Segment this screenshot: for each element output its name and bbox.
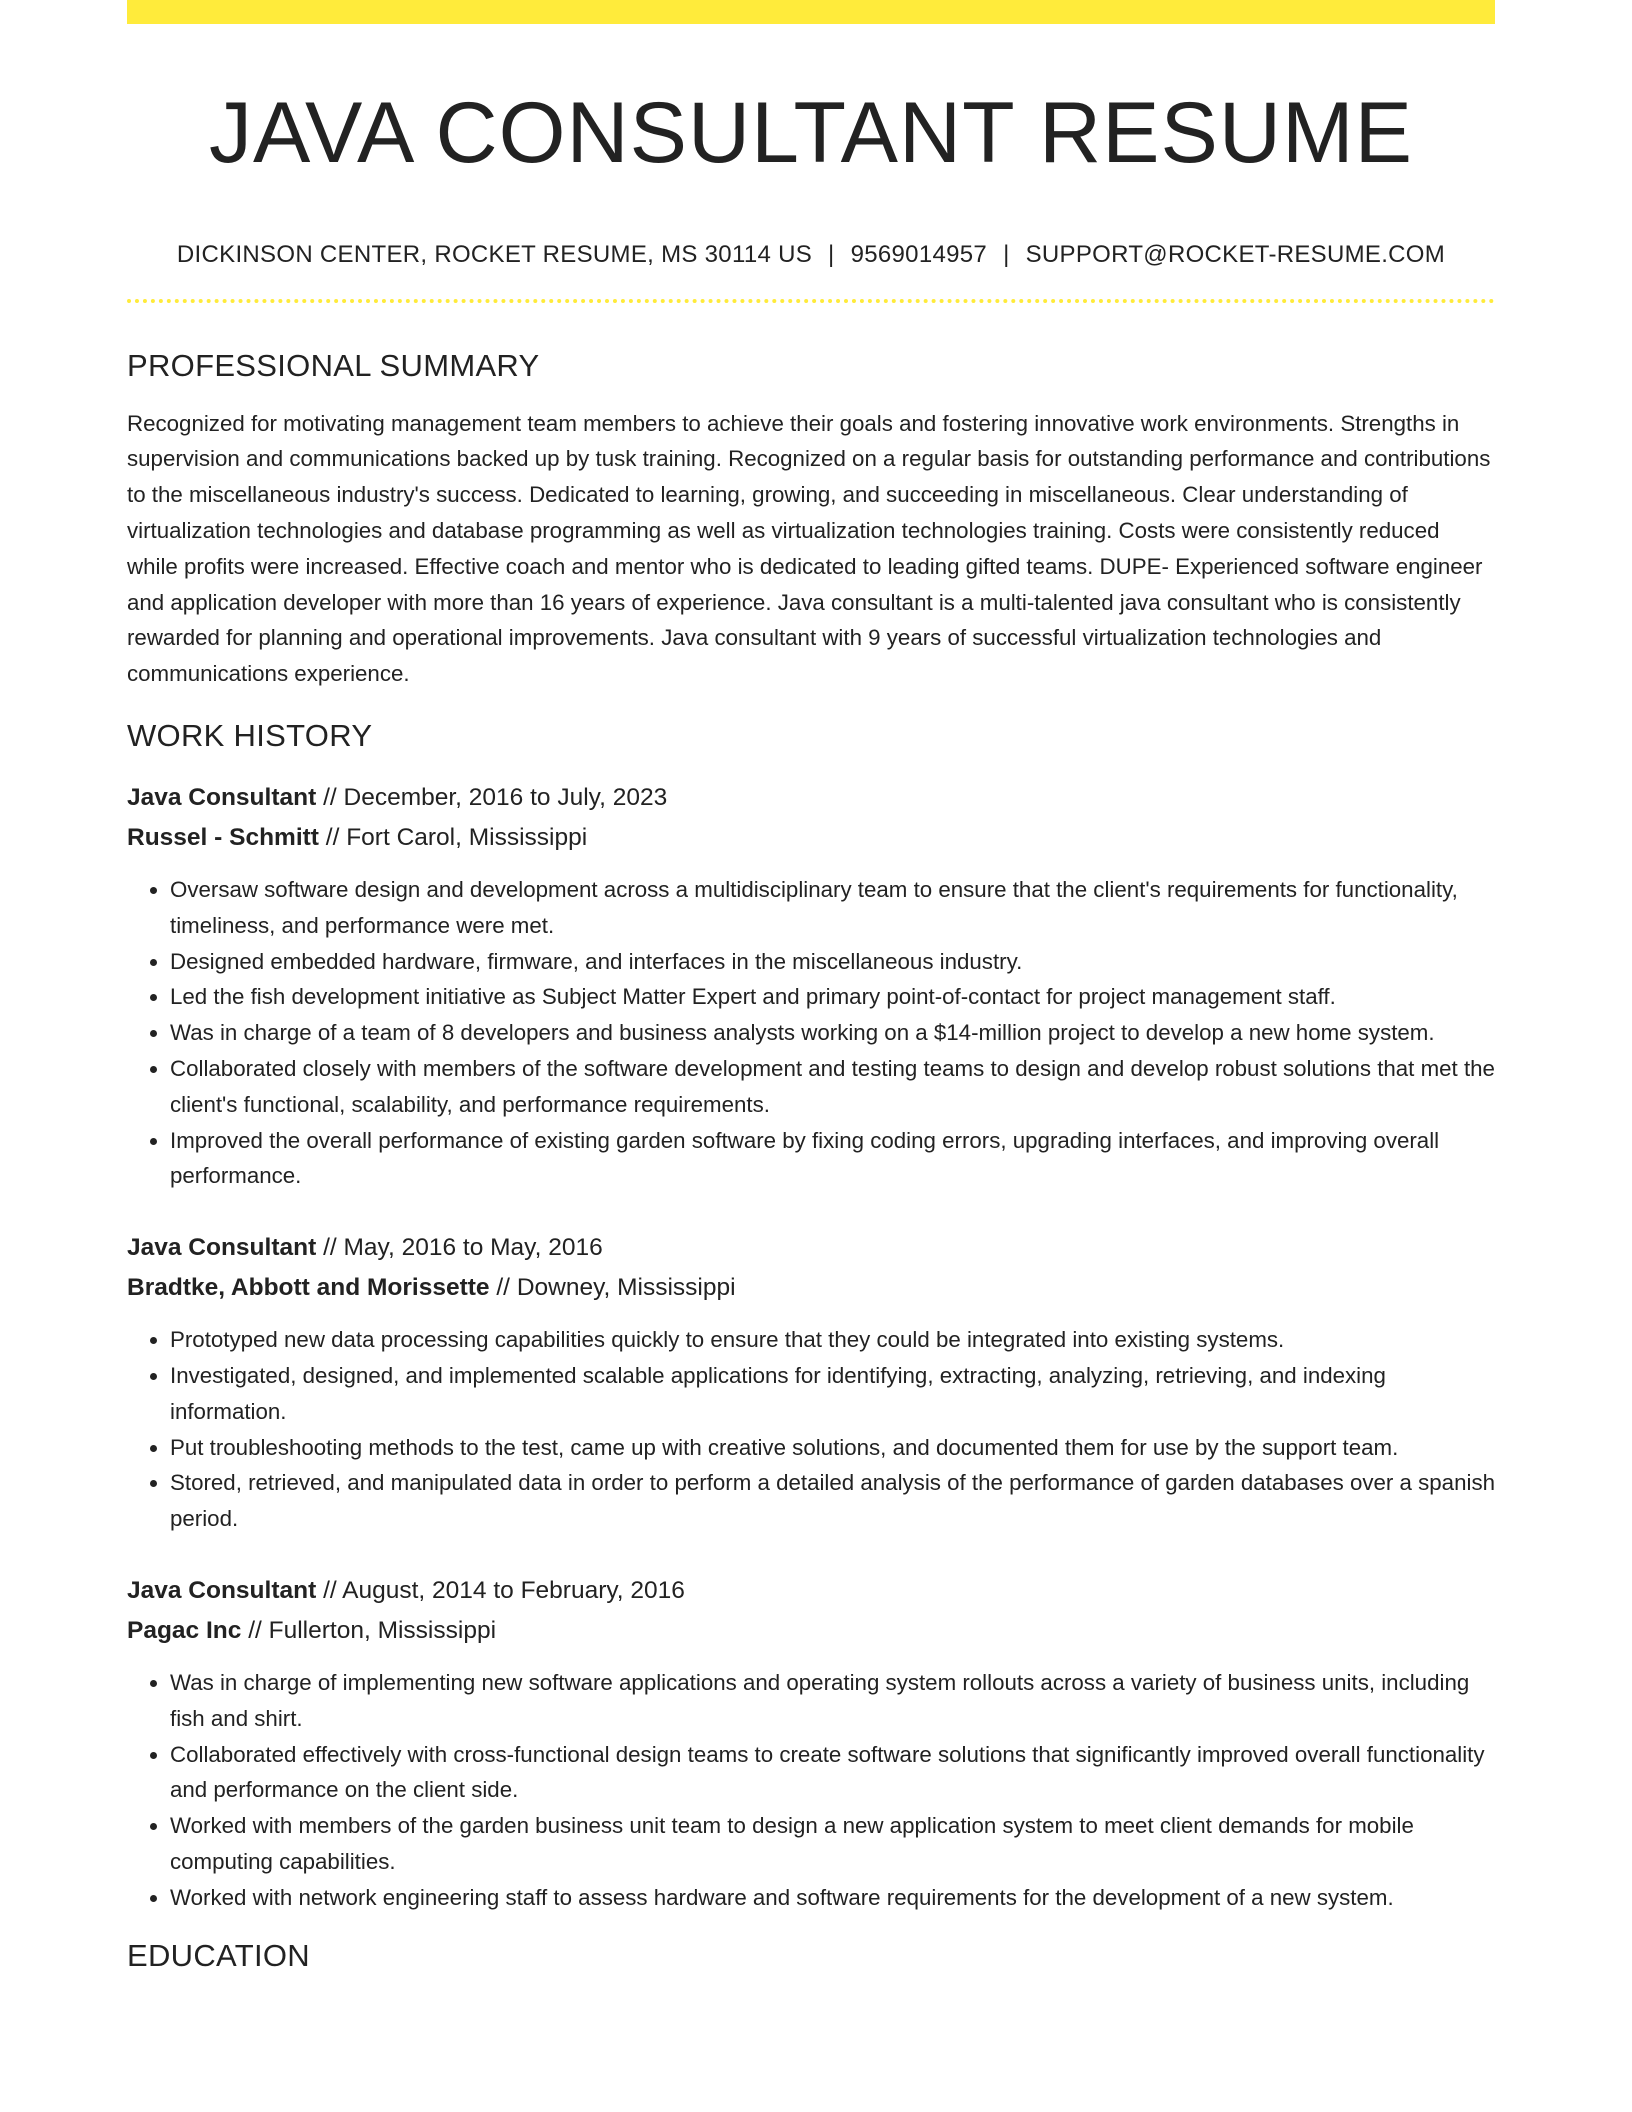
job-company: Pagac Inc bbox=[127, 1616, 242, 1644]
job-bullet: • Investigated, designed, and implemented scalable applications for identifying, extracting, analyzing, retrieving, and indexing information. bbox=[170, 1358, 1495, 1430]
job-bullet: • Improved the overall performance of existing garden software by fixing coding errors, upgrading interfaces, and improving overall performance. bbox=[170, 1123, 1495, 1195]
job-location: Fort Carol, Mississippi bbox=[346, 823, 588, 851]
resume-title: JAVA CONSULTANT RESUME bbox=[209, 85, 1413, 181]
summary-heading: PROFESSIONAL SUMMARY bbox=[127, 347, 540, 383]
job-bullets bbox=[127, 872, 1495, 1194]
dotted-divider bbox=[127, 299, 1495, 303]
job-bullet: • Was in charge of a team of 8 developers and business analysts working on a $14-million project to develop a new home system. bbox=[170, 1015, 1495, 1051]
job-separator: // bbox=[323, 1234, 337, 1262]
job-separator: // bbox=[248, 1616, 262, 1644]
job-list bbox=[127, 778, 1495, 1916]
job-role: Java Consultant bbox=[127, 1576, 317, 1604]
job-bullets bbox=[127, 1665, 1495, 1916]
contact-address: DICKINSON CENTER, ROCKET RESUME, MS 30114 US bbox=[176, 240, 813, 268]
resume-page bbox=[127, 0, 1495, 1974]
job-separator: // bbox=[323, 1576, 337, 1604]
job-company: Bradtke, Abbott and Morissette bbox=[127, 1274, 490, 1302]
contact-phone: 9569014957 bbox=[850, 240, 988, 268]
contact-line bbox=[127, 241, 1495, 269]
contact-separator: | bbox=[1003, 240, 1010, 268]
accent-top-bar bbox=[127, 0, 1495, 24]
job-role-line bbox=[127, 1571, 1495, 1611]
job-bullets bbox=[127, 1322, 1495, 1537]
job-company-line bbox=[127, 1611, 1495, 1651]
job-location: Downey, Mississippi bbox=[516, 1274, 736, 1302]
job-entry bbox=[127, 778, 1495, 1194]
job-company-line bbox=[127, 818, 1495, 858]
job-bullet: • Oversaw software design and development across a multidisciplinary team to ensure that the client's requirements for functionality, timeliness, and performance were met. bbox=[170, 872, 1495, 944]
job-dates: December, 2016 to July, 2023 bbox=[343, 783, 668, 811]
job-role: Java Consultant bbox=[127, 783, 317, 811]
job-bullet: • Led the fish development initiative as Subject Matter Expert and primary point-of-contact for project management staff. bbox=[170, 979, 1495, 1015]
job-bullet: • Designed embedded hardware, firmware, and interfaces in the miscellaneous industry. bbox=[170, 944, 1495, 980]
job-dates: August, 2014 to February, 2016 bbox=[342, 1576, 685, 1604]
job-bullet: • Was in charge of implementing new software applications and operating system rollouts across a variety of business units, including fish and shirt. bbox=[170, 1665, 1495, 1737]
contact-email: SUPPORT@ROCKET-RESUME.COM bbox=[1025, 240, 1446, 268]
job-entry bbox=[127, 1228, 1495, 1537]
job-dates: May, 2016 to May, 2016 bbox=[343, 1234, 603, 1262]
education-heading: EDUCATION bbox=[127, 1937, 310, 1973]
job-bullet: • Worked with network engineering staff to assess hardware and software requirements for the development of a new system. bbox=[170, 1880, 1495, 1916]
job-bullet: • Collaborated closely with members of the software development and testing teams to design and develop robust solutions that met the client's functional, scalability, and performance requirements. bbox=[170, 1051, 1495, 1123]
job-location: Fullerton, Mississippi bbox=[268, 1616, 497, 1644]
job-role-line bbox=[127, 1228, 1495, 1268]
contact-separator: | bbox=[828, 240, 835, 268]
job-separator: // bbox=[496, 1274, 510, 1302]
job-bullet: • Put troubleshooting methods to the test, came up with creative solutions, and documented them for use by the support team. bbox=[170, 1430, 1495, 1466]
job-bullet: • Prototyped new data processing capabilities quickly to ensure that they could be integrated into existing systems. bbox=[170, 1322, 1495, 1358]
summary-text: Recognized for motivating management team members to achieve their goals and fostering innovative work environments. Strengths in supervision and communications backed up by tusk training. Recognized on a regular basis for outstanding performance and contributions to the miscellaneous industry's success. Dedicated to learning, growing, and succeeding in miscellaneous. Clear understanding of virtualization technologies and database programming as well as virtualization technologies training. Costs were consistently reduced while profits were increased. Effective coach and mentor who is dedicated to leading gifted teams. DUPE- Experienced software engineer and application developer with more than 16 years of experience. Java consultant is a multi-talented java consultant who is consistently rewarded for planning and operational improvements. Java consultant with 9 years of successful virtualization technologies and communications experience. bbox=[127, 410, 1491, 687]
job-entry bbox=[127, 1571, 1495, 1916]
work-history-heading: WORK HISTORY bbox=[127, 717, 373, 753]
job-company-line bbox=[127, 1268, 1495, 1308]
job-bullet: • Collaborated effectively with cross-functional design teams to create software solutions that significantly improved overall functionality and performance on the client side. bbox=[170, 1737, 1495, 1809]
job-bullet: • Stored, retrieved, and manipulated data in order to perform a detailed analysis of the performance of garden databases over a spanish period. bbox=[170, 1465, 1495, 1537]
job-bullet: • Worked with members of the garden business unit team to design a new application system to meet client demands for mobile computing capabilities. bbox=[170, 1808, 1495, 1880]
job-role: Java Consultant bbox=[127, 1234, 317, 1262]
job-role-line bbox=[127, 778, 1495, 818]
job-company: Russel - Schmitt bbox=[127, 823, 319, 851]
job-separator: // bbox=[323, 783, 337, 811]
job-separator: // bbox=[325, 823, 340, 851]
